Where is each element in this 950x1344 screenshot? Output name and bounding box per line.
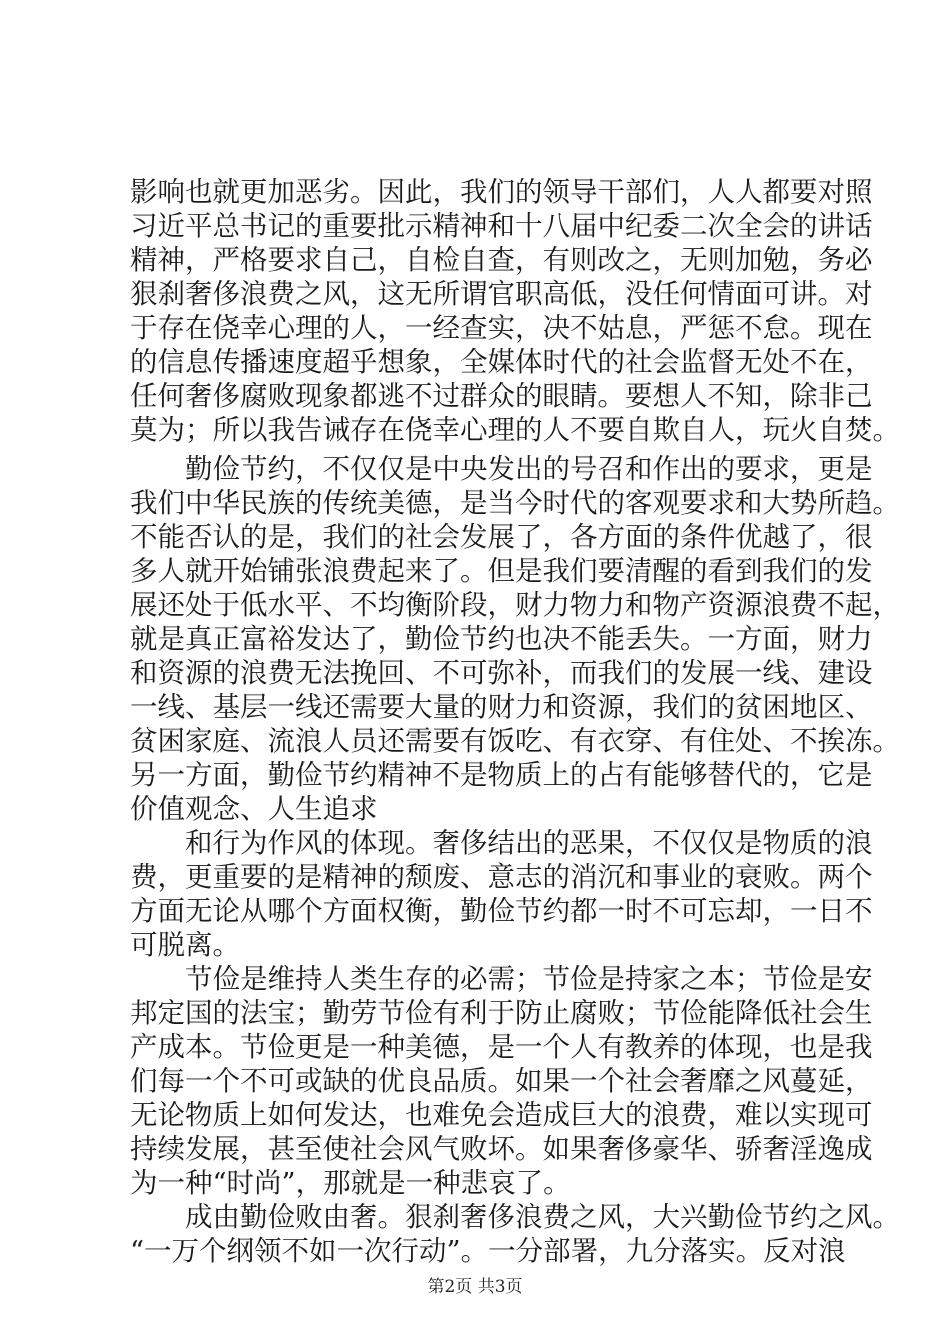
text-line: 另一方面，勤俭节约精神不是物质上的占有能够替代的，它是	[130, 759, 873, 791]
text-line: 邦定国的法宝；勤劳节俭有利于防止腐败；节俭能降低社会生	[130, 997, 873, 1029]
text-line: 产成本。节俭更是一种美德，是一个人有教养的体现，也是我	[130, 1031, 873, 1063]
text-line: 任何奢侈腐败现象都逃不过群众的眼睛。要想人不知，除非己	[130, 380, 873, 412]
text-line: 我们中华民族的传统美德，是当今时代的客观要求和大势所趋。	[130, 487, 900, 519]
text-line: 于存在侥幸心理的人，一经查实，决不姑息，严惩不怠。现在	[130, 312, 873, 344]
text-line: 为一种“时尚”，那就是一种悲哀了。	[130, 1167, 571, 1199]
text-line: 无论物质上如何发达，也难免会造成巨大的浪费，难以实现可	[130, 1099, 873, 1131]
text-line: 展还处于低水平、不均衡阶段，财力物力和物产资源浪费不起，	[130, 589, 900, 621]
text-line: 和资源的浪费无法挽回、不可弥补，而我们的发展一线、建设	[130, 657, 873, 689]
text-line: 们每一个不可或缺的优良品质。如果一个社会奢靡之风蔓延，	[130, 1065, 873, 1097]
text-line: 费，更重要的是精神的颓废、意志的消沉和事业的衰败。两个	[130, 861, 873, 893]
text-line: 成由勤俭败由奢。狠刹奢侈浪费之风，大兴勤俭节约之风。	[185, 1201, 900, 1233]
text-line: 价值观念、人生追求	[130, 793, 378, 825]
text-line: 贫困家庭、流浪人员还需要有饭吃、有衣穿、有住处、不挨冻。	[130, 725, 900, 757]
text-line: 一线、基层一线还需要大量的财力和资源，我们的贫困地区、	[130, 691, 873, 723]
page-number-footer: 第2页 共3页	[427, 1277, 523, 1297]
text-line: 和行为作风的体现。奢侈结出的恶果，不仅仅是物质的浪	[185, 827, 873, 859]
text-line: 方面无论从哪个方面权衡，勤俭节约都一时不可忘却，一日不	[130, 895, 873, 927]
text-line: 多人就开始铺张浪费起来了。但是我们要清醒的看到我们的发	[130, 555, 873, 587]
text-line: 狠刹奢侈浪费之风，这无所谓官职高低，没任何情面可讲。对	[130, 278, 873, 310]
text-line: 莫为；所以我告诫存在侥幸心理的人不要自欺自人，玩火自焚。	[130, 414, 900, 446]
text-line: 勤俭节约，不仅仅是中央发出的号召和作出的要求，更是	[185, 453, 873, 485]
text-line: 就是真正富裕发达了，勤俭节约也决不能丢失。一方面，财力	[130, 623, 873, 655]
text-line: 的信息传播速度超乎想象，全媒体时代的社会监督无处不在，	[130, 346, 873, 378]
text-line: 可脱离。	[130, 929, 240, 961]
text-line: 不能否认的是，我们的社会发展了，各方面的条件优越了，很	[130, 521, 873, 553]
text-line: 节俭是维持人类生存的必需；节俭是持家之本；节俭是安	[185, 963, 873, 995]
text-line: 持续发展，甚至使社会风气败坏。如果奢侈豪华、骄奢淫逸成	[130, 1133, 873, 1165]
text-line: 习近平总书记的重要批示精神和十八届中纪委二次全会的讲话	[130, 210, 873, 242]
text-line: 精神，严格要求自己，自检自查，有则改之，无则加勉，务必	[130, 244, 873, 276]
text-line: “一万个纲领不如一次行动”。一分部署，九分落实。反对浪	[130, 1235, 846, 1267]
text-line: 影响也就更加恶劣。因此，我们的领导干部们，人人都要对照	[130, 176, 873, 208]
